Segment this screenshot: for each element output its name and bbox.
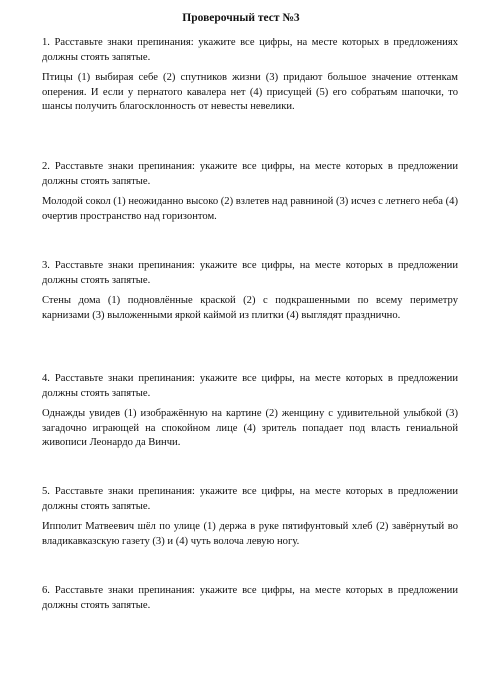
task-6-instruction: 6. Расставьте знаки препинания: укажите все цифры, на месте которых в предложении должны стоять запятые. [42, 585, 458, 611]
task-1 [42, 36, 458, 115]
task-5-sentence: Ипполит Матвеевич шёл по улице (1) держа в руке пятифунтовый хлеб (2) завёрнутый во владикавказскую газету (3) и (4) чуть волоча левую ногу. [42, 521, 458, 547]
page-title: Проверочный тест №3 [182, 12, 300, 24]
task-2 [42, 160, 458, 224]
task-2-instruction: 2. Расставьте знаки препинания: укажите все цифры, на месте которых в предложении должны стоять запятые. [42, 161, 458, 187]
task-4-sentence: Однажды увидев (1) изображённую на картине (2) женщину с удивительной улыбкой (3) загадочно играющей на спокойном лице (4) зритель попадает под власть гениальной живописи Леонардо да Винчи. [42, 408, 458, 449]
task-2-sentence: Молодой сокол (1) неожиданно высоко (2) взлетев над равниной (3) исчез с летнего неба (4) очертив пространство над горизонтом. [42, 196, 458, 222]
task-1-instruction: 1. Расставьте знаки препинания: укажите все цифры, на месте которых в предложениях должны стоять запятые. [42, 37, 458, 63]
task-1-sentence: Птицы (1) выбирая себе (2) спутников жизни (3) придают большое значение оттенкам оперения. И если у пернатого кавалера нет (4) присущей (5) его собратьям шапочки, то шансы получить благосклонность от невесты невелики. [42, 72, 458, 113]
task-4 [42, 372, 458, 451]
task-4-instruction: 4. Расставьте знаки препинания: укажите все цифры, на месте которых в предложении должны стоять запятые. [42, 373, 458, 399]
task-6 [42, 584, 458, 619]
task-3-sentence: Стены дома (1) подновлённые краской (2) с подкрашенными по всему периметру карнизами (3) выложенными яркой каймой из плитки (4) выглядят празднично. [42, 295, 458, 321]
task-3 [42, 259, 458, 323]
task-5-instruction: 5. Расставьте знаки препинания: укажите все цифры, на месте которых в предложении должны стоять запятые. [42, 486, 458, 512]
task-5 [42, 485, 458, 549]
task-3-instruction: 3. Расставьте знаки препинания: укажите все цифры, на месте которых в предложении должны стоять запятые. [42, 260, 458, 286]
